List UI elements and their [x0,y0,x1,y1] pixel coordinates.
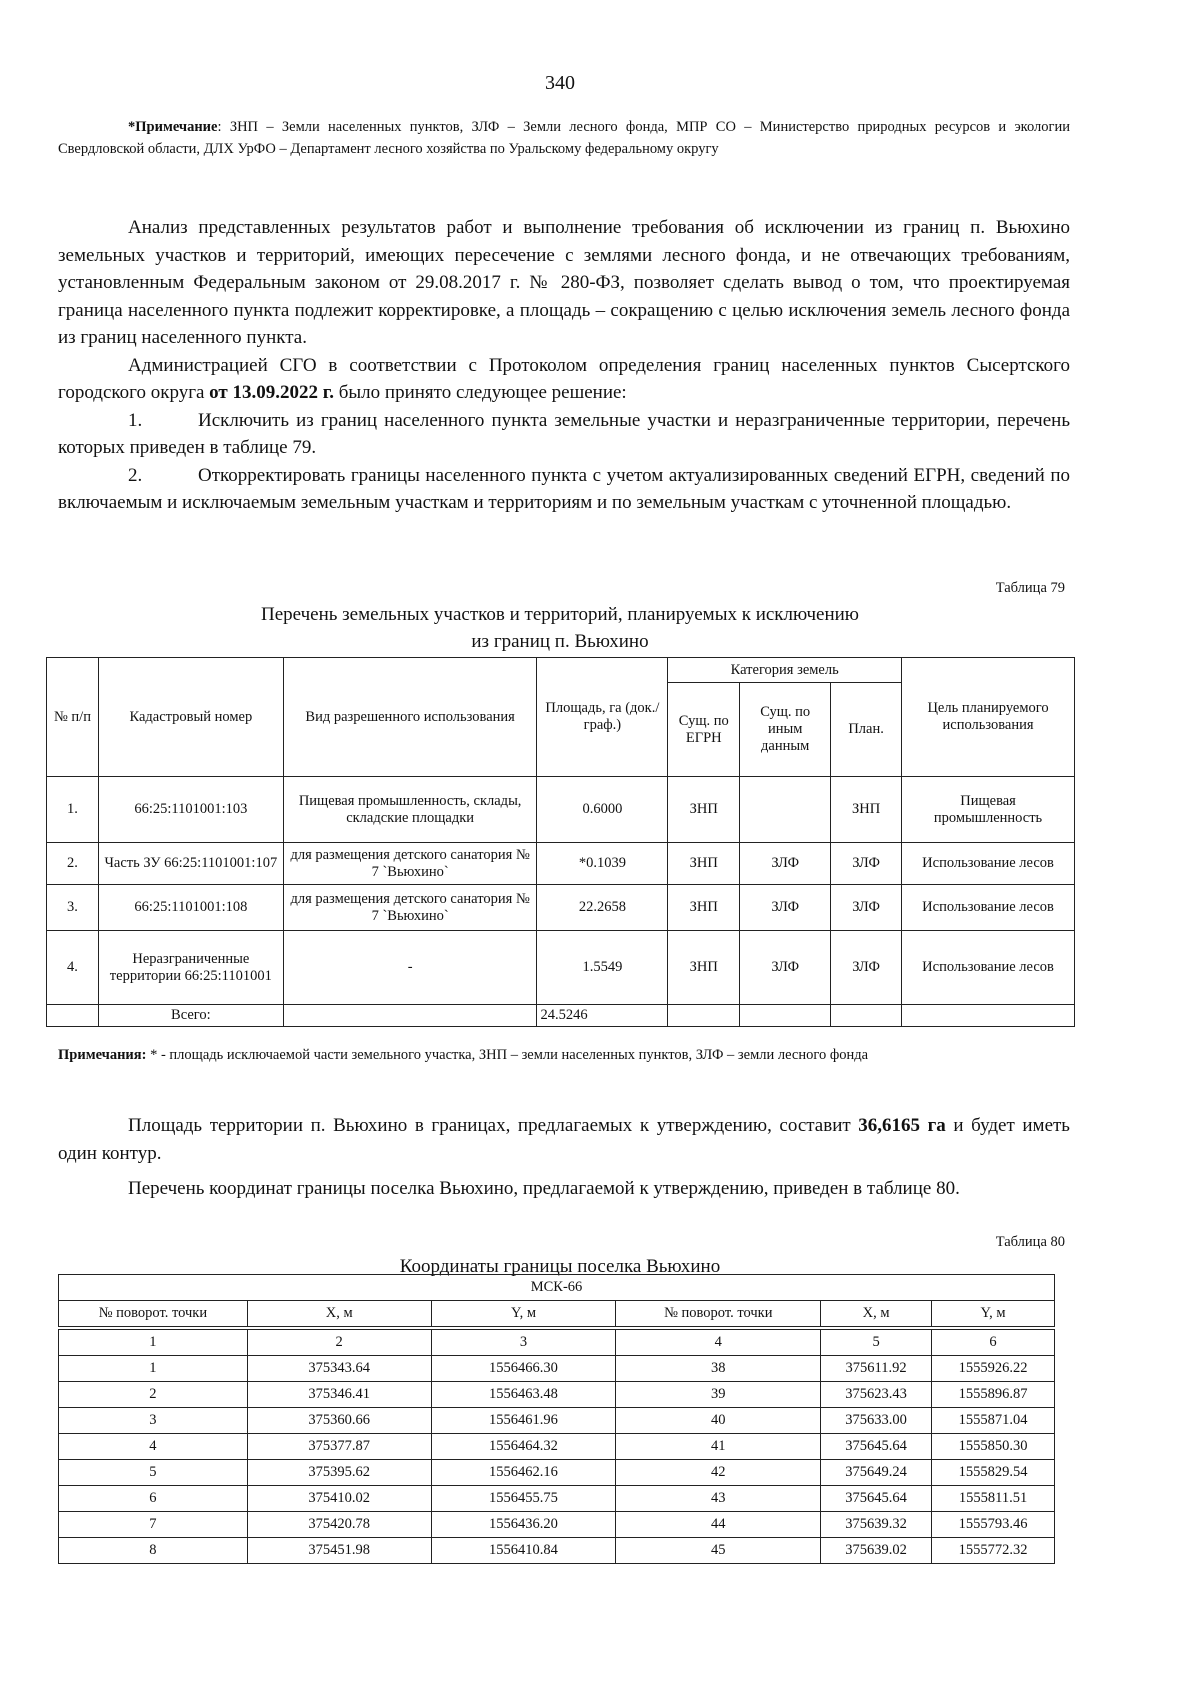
table-cell: 1556410.84 [431,1538,616,1564]
table-cell: 1. [47,777,99,843]
coordinate-system: МСК-66 [59,1275,1055,1301]
body-text-2 [58,1112,1070,1203]
table-cell: 1556464.32 [431,1434,616,1460]
list-text: Откорректировать границы населенного пункта с учетом актуализированных сведений ЕГРН, сведений по включаемым и исключаемым земельным участкам и территориям и по земельным участкам с уточненной площадью. [58,464,1070,513]
table-cell: 375623.43 [821,1382,932,1408]
table-cell: 375633.00 [821,1408,932,1434]
table-cell: 375451.98 [247,1538,431,1564]
table-cell: ЗНП [668,843,740,885]
page-number: 340 [545,72,575,94]
table-cell: 4. [47,931,99,1005]
table-cell: 44 [616,1512,821,1538]
header-cat-egrn: Сущ. по ЕГРН [668,683,740,777]
table-cell: ЗНП [668,777,740,843]
note-text: * - площадь исключаемой части земельного участка, ЗНП – земли населенных пунктов, ЗЛФ – земли лесного фонда [146,1047,869,1063]
table-cell: Часть ЗУ 66:25:1101001:107 [98,843,283,885]
table-cell: ЗЛФ [740,885,831,931]
table-cell: ЗНП [668,885,740,931]
decision-text: Администрацией СГО в соответствии с Протоколом определения границ населенных пунктов Сысертского городского округа [58,354,1070,403]
column-header: Y, м [932,1301,1055,1329]
table-cell: 66:25:1101001:108 [98,885,283,931]
column-header: № поворот. точки [59,1301,248,1329]
column-header: Y, м [431,1301,616,1329]
table-row [59,1486,1055,1512]
table-cell: ЗЛФ [740,843,831,885]
table-cell: Использование лесов [902,885,1075,931]
table-cell: для размещения детского санатория № 7 `Вьюхино` [283,885,537,931]
table-cell: 5 [59,1460,248,1486]
table80-label: Таблица 80 [995,1234,1065,1250]
list-number: 1. [128,409,143,431]
table-cell: 0.6000 [537,777,668,843]
header-purpose: Цель планируемого использования [902,658,1075,777]
table-cell: 375410.02 [247,1486,431,1512]
table-cell: 38 [616,1356,821,1382]
header-cadastral: Кадастровый номер [98,658,283,777]
table-cell: 375645.64 [821,1486,932,1512]
table-cell: 1556466.30 [431,1356,616,1382]
table-cell: 1555926.22 [932,1356,1055,1382]
total-label: Всего: [98,1005,283,1027]
table-cell: 1555850.30 [932,1434,1055,1460]
table-cell: 1555896.87 [932,1382,1055,1408]
top-note [58,116,1070,160]
table-cell: 375395.62 [247,1460,431,1486]
decision-date: от 13.09.2022 г. [209,382,334,403]
table79-title-line2: из границ п. Вьюхино [471,631,649,652]
table-row [59,1538,1055,1564]
top-note-label: *Примечание [128,119,218,135]
table-cell: ЗЛФ [831,843,902,885]
list-text: Исключить из границ населенного пункта земельные участки и неразграниченные территории, перечень которых приведен в таблице 79. [58,409,1070,458]
table-cell: 22.2658 [537,885,668,931]
table-cell: для размещения детского санатория № 7 `Вьюхино` [283,843,537,885]
header-num: № п/п [47,658,99,777]
column-number: 2 [247,1328,431,1356]
table-cell: 42 [616,1460,821,1486]
table-cell: 7 [59,1512,248,1538]
table-cell: 1556463.48 [431,1382,616,1408]
list-item-1 [58,407,1070,462]
table-cell: 1556462.16 [431,1460,616,1486]
total-value: 24.5246 [537,1005,668,1027]
column-number: 1 [59,1328,248,1356]
table-cell: - [283,931,537,1005]
note-label: Примечания: [58,1047,147,1063]
table-cell: 66:25:1101001:103 [98,777,283,843]
header-area: Площадь, га (док./граф.) [537,658,668,777]
table-cell: 3. [47,885,99,931]
header-cat-plan: План. [831,683,902,777]
table-cell: 41 [616,1434,821,1460]
coordinates-table [58,1274,1055,1564]
table-cell: 2 [59,1382,248,1408]
table-cell: 1556461.96 [431,1408,616,1434]
table-cell: 1.5549 [537,931,668,1005]
total-row [47,1005,1075,1027]
table-cell: 375639.32 [821,1512,932,1538]
table-cell: 375420.78 [247,1512,431,1538]
table-cell: 39 [616,1382,821,1408]
table-cell: 3 [59,1408,248,1434]
paragraph-decision [58,352,1070,407]
table-cell: ЗЛФ [740,931,831,1005]
table-cell: 375639.02 [821,1538,932,1564]
table-cell: 40 [616,1408,821,1434]
column-number: 5 [821,1328,932,1356]
paragraph-analysis: Анализ представленных результатов работ и выполнение требования об исключении из границ п. Вьюхино земельных участков и территорий, имеющих пересечение с землями лесного фонда, и не отвечающих требованиям, установленным Федеральным законом от 29.08.2017 г. № 280-ФЗ, позволяет сделать вывод о том, что проектируемая граница населенного пункта подлежит корректировке, а площадь – сокращению с целью исключения земель лесного фонда из границ населенного пункта. [58,217,1070,348]
column-header: X, м [247,1301,431,1329]
table79-title-line1: Перечень земельных участков и территорий, планируемых к исключению [260,604,859,625]
paragraph-coordinates: Перечень координат границы поселка Вьюхино, предлагаемой к утверждению, приведен в таблице 80. [128,1178,960,1199]
table-cell [740,777,831,843]
table-row [59,1356,1055,1382]
table-cell: 375645.64 [821,1434,932,1460]
table-cell: Использование лесов [902,843,1075,885]
table-cell: 6 [59,1486,248,1512]
table-cell: 1556436.20 [431,1512,616,1538]
table-row [47,843,1075,885]
land-plots-table [46,657,1075,1027]
table-cell: 45 [616,1538,821,1564]
table-cell: ЗНП [831,777,902,843]
table-row [59,1460,1055,1486]
table-row [59,1382,1055,1408]
table-row [47,777,1075,843]
table-row [59,1434,1055,1460]
body-text [58,214,1070,517]
table-cell: 375343.64 [247,1356,431,1382]
table-row [47,931,1075,1005]
table-row [47,885,1075,931]
table79-note [58,1044,1070,1066]
list-number: 2. [128,464,143,486]
header-cat-other: Сущ. по иным данным [740,683,831,777]
table-cell: 1556455.75 [431,1486,616,1512]
table-cell: 1555871.04 [932,1408,1055,1434]
table-cell: Использование лесов [902,931,1075,1005]
table-cell: 375377.87 [247,1434,431,1460]
column-header: № поворот. точки [616,1301,821,1329]
table-cell: 375649.24 [821,1460,932,1486]
area-value: 36,6165 га [858,1115,946,1136]
table-cell: Пищевая промышленность, склады, складские площадки [283,777,537,843]
header-use: Вид разрешенного использования [283,658,537,777]
table-cell: Пищевая промышленность [902,777,1075,843]
table-cell: Неразграниченные территории 66:25:1101001 [98,931,283,1005]
column-header: X, м [821,1301,932,1329]
table-cell: 1555811.51 [932,1486,1055,1512]
column-number: 4 [616,1328,821,1356]
table-cell: ЗЛФ [831,885,902,931]
table-cell: 2. [47,843,99,885]
table79-label: Таблица 79 [995,580,1065,596]
column-number: 6 [932,1328,1055,1356]
table-cell: 8 [59,1538,248,1564]
table-cell: 4 [59,1434,248,1460]
top-note-text: : ЗНП – Земли населенных пунктов, ЗЛФ – Земли лесного фонда, МПР СО – Министерство природных ресурсов и экологии Свердловской области, ДЛХ УрФО – Департамент лесного хозяйства по Уральскому федеральному округу [58,119,1070,157]
decision-text-end: было принято следующее решение: [334,382,627,403]
column-number: 3 [431,1328,616,1356]
table-cell: 1555772.32 [932,1538,1055,1564]
table-cell: 375346.41 [247,1382,431,1408]
table-cell: 1 [59,1356,248,1382]
table-cell: 375360.66 [247,1408,431,1434]
table-cell: 43 [616,1486,821,1512]
list-item-2 [58,462,1070,517]
table-cell: 1555829.54 [932,1460,1055,1486]
header-category: Категория земель [668,658,902,683]
paragraph-area [58,1112,1070,1167]
table-cell: ЗЛФ [831,931,902,1005]
table-row [59,1512,1055,1538]
table-cell: 375611.92 [821,1356,932,1382]
table-cell: 1555793.46 [932,1512,1055,1538]
area-text: Площадь территории п. Вьюхино в границах, предлагаемых к утверждению, составит [128,1115,859,1136]
table-cell: ЗНП [668,931,740,1005]
table-cell: *0.1039 [537,843,668,885]
table-row [59,1408,1055,1434]
area-text-end: и будет иметь один контур. [58,1115,1070,1164]
table80-title: Координаты границы поселка Вьюхино [399,1256,721,1277]
